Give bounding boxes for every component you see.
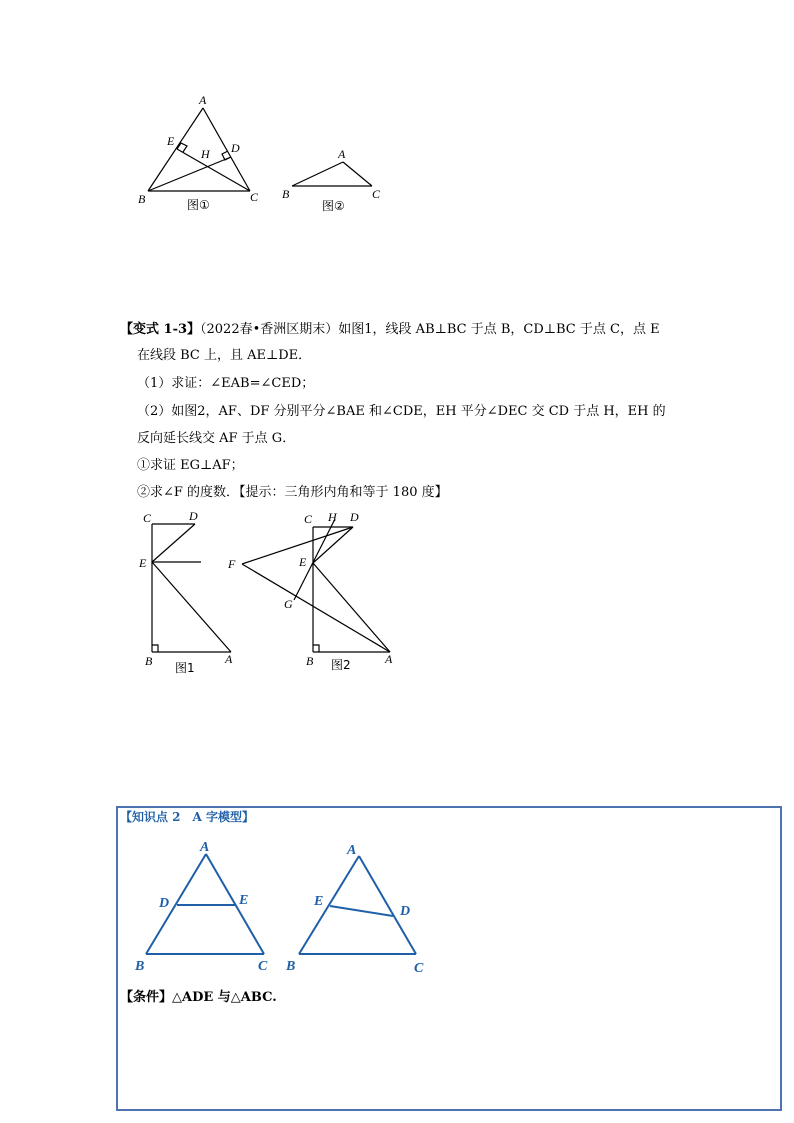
right-angle-mark-b [152, 645, 158, 652]
label-g: G [284, 597, 293, 611]
figure-caption: 图① [187, 198, 210, 212]
segment-fd [242, 527, 353, 564]
a-model-figure-1 [130, 836, 280, 976]
problem-question-2-cont: 反向延长线交 AF 于点 G． [137, 431, 296, 446]
segment-fa [242, 564, 390, 652]
label-c: C [304, 512, 313, 526]
problem-question-2: （2）如图2，AF、DF 分别平分∠BAE 和∠CDE，EH 平分∠DEC 交 CD 于点 H，EH 的 [137, 404, 666, 419]
label-c: C [414, 961, 424, 976]
altitude-bd [148, 157, 231, 191]
segment-ac [203, 108, 250, 191]
problem-subquestion-1: ①求证 EG⊥AF； [137, 458, 244, 473]
label-e: E [167, 134, 175, 148]
top-figure-1 [130, 88, 270, 214]
label-d: D [189, 509, 198, 523]
figure-caption: 图1 [175, 661, 195, 675]
problem-question-1: （1）求证：∠EAB=∠CED； [137, 376, 315, 391]
label-e: E [139, 556, 147, 570]
problem-subquestion-2: ②求∠F 的度数．【提示：三角形内角和等于 180 度】 [137, 485, 448, 500]
segment-ab [148, 108, 203, 191]
problem-statement: 如图1，线段 AB⊥BC 于点 B，CD⊥BC 于点 C，点 E [338, 322, 660, 337]
label-d: D [159, 896, 170, 911]
label-b: B [138, 192, 146, 206]
figure-caption: 图2 [331, 658, 351, 672]
segment-ea [313, 563, 390, 652]
problem-line-2: 在线段 BC 上，且 AE⊥DE． [137, 348, 312, 363]
label-a: A [347, 843, 357, 858]
segment-ea [152, 562, 231, 652]
a-model-figure-2 [284, 836, 434, 976]
label-c: C [143, 511, 152, 525]
label-a: A [199, 93, 207, 107]
segment-ab [292, 162, 343, 186]
figure-caption: 图② [322, 199, 345, 213]
label-b: B [282, 187, 290, 201]
segment-ed [330, 906, 393, 916]
mid-figure-2 [222, 505, 402, 677]
knowledge-point-title: 【知识点 2 A 字模型】 [120, 810, 255, 824]
label-a: A [200, 840, 210, 855]
label-e: E [314, 894, 324, 909]
label-h: H [201, 147, 210, 161]
segment-ac [343, 162, 372, 186]
problem-tag: 【变式 1-3】 [120, 322, 201, 337]
knowledge-condition: 【条件】△ADE 与△ABC. [120, 990, 277, 1005]
label-d: D [231, 141, 240, 155]
label-a: A [338, 147, 346, 161]
altitude-ce [177, 149, 250, 191]
label-b: B [135, 959, 145, 974]
segment-ed [152, 524, 195, 562]
label-f: F [228, 557, 236, 571]
label-c: C [372, 187, 381, 201]
label-d: D [350, 510, 359, 524]
label-b: B [286, 959, 296, 974]
problem-source: （2022春•香洲区期末） [200, 322, 339, 337]
label-a: A [385, 652, 393, 666]
segment-ab [299, 856, 359, 954]
label-e: E [239, 893, 249, 908]
label-e: E [299, 555, 307, 569]
label-d: D [400, 904, 411, 919]
label-b: B [145, 654, 153, 668]
top-figure-2 [278, 140, 390, 216]
label-a: A [225, 652, 233, 666]
right-angle-mark-b [313, 645, 319, 652]
problem-line-1 [120, 320, 660, 340]
label-b: B [306, 654, 314, 668]
label-h: H [328, 510, 337, 524]
segment-ed [313, 527, 353, 563]
label-c: C [258, 959, 268, 974]
label-c: C [250, 190, 259, 204]
